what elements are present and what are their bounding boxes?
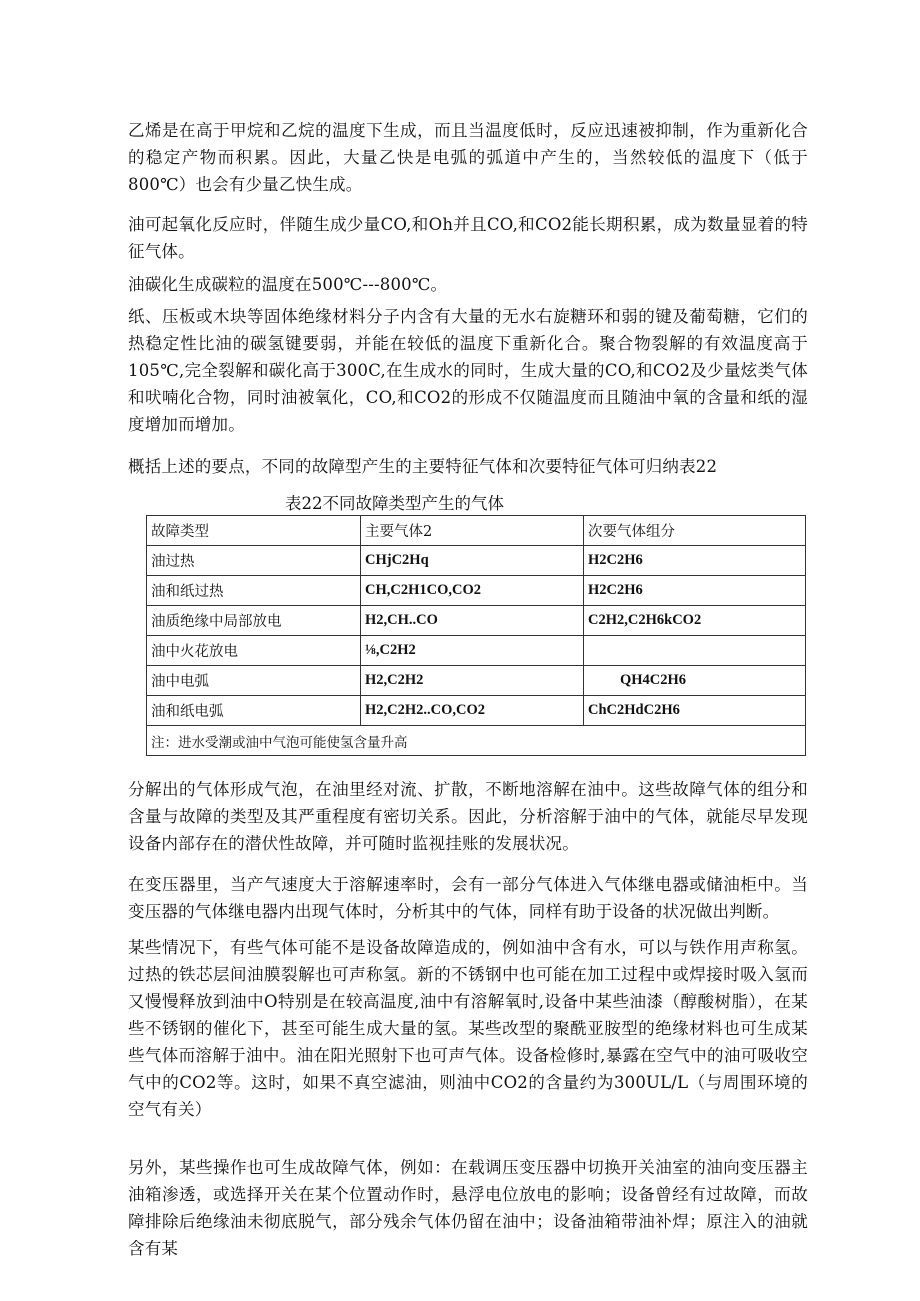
paragraph-gas-relay: 在变压器里，当产气速度大于溶解速率时，会有一部分气体进入气体继电器或储油柜中。当变压器的气体继电器内出现气体时，分析其中的气体，同样有助于设备的状况做出判断。 [128,875,808,921]
main-gas-cell: CH,C2H1CO,CO2 [361,576,584,606]
table-row [147,606,806,636]
gas-table [146,515,806,756]
main-gas-cell: H2,C2H2 [361,666,584,696]
secondary-gas-cell: H2C2H6 [584,546,806,576]
table-row [147,576,806,606]
fault-type-cell: 油中火花放电 [147,636,361,666]
table-row [147,696,806,726]
table-row [147,666,806,696]
fault-type-cell: 油和纸过热 [147,576,361,606]
table-row [147,546,806,576]
main-gas-cell: H2,C2H2..CO,CO2 [361,696,584,726]
table-note-row [147,726,806,756]
table-header-cell: 主要气体2 [361,516,584,546]
secondary-gas-cell: H2C2H6 [584,576,806,606]
paragraph-operations: 另外，某些操作也可生成故障气体，例如：在载调压变压器中切换开关油室的油向变压器主油箱渗透，或选择开关在某个位置动作时，悬浮电位放电的影响；设备曾经有过故障，而故障排除后绝缘油未彻底脱气，部分残余气体仍留在油中；设备油箱带油补焊；原注入的油就含有某 [128,1158,808,1258]
fault-type-cell: 油过热 [147,546,361,576]
table-caption: 表22不同故障类型产生的气体 [285,494,504,513]
paragraph-summary: 概括上述的要点，不同的故障型产生的主要特征气体和次要特征气体可归纳表22 [128,457,718,476]
paragraph-ethylene: 乙烯是在高于甲烷和乙烷的温度下生成，而且当温度低时，反应迅速被抑制，作为重新化合的稳定产物而积累。因此，大量乙快是电弧的弧道中产生的，当然较低的温度下（低于800℃）也会有少量乙快生成。 [128,121,808,194]
fault-type-cell: 油中电弧 [147,666,361,696]
table-header-cell: 故障类型 [147,516,361,546]
paragraph-carbonization: 油碳化生成碳粒的温度在500℃---800℃。 [128,275,448,294]
secondary-gas-cell: C2H2,C2H6kCO2 [584,606,806,636]
table-note: 注：进水受潮或油中气泡可能使氢含量升高 [147,726,806,756]
main-gas-cell: ⅛,C2H2 [361,636,584,666]
paragraph-solid-insulation: 纸、压板或木块等固体绝缘材料分子内含有大量的无水右旋糖环和弱的键及葡萄糖，它们的热稳定性比油的碳氢键要弱，并能在较低的温度下重新化合。聚合物裂解的有效温度高于105℃,完全裂解和碳化高于300C,在生成水的同时，生成大量的CO,和CO2及少量炫类气体和吠喃化合物，同时油被氧化，CO,和CO2的形成不仅随温度而且随油中氧的含量和纸的湿度增加而增加。 [128,307,808,434]
paragraph-gas-dissolution: 分解出的气体形成气泡，在油里经对流、扩散，不断地溶解在油中。这些故障气体的组分和含量与故障的类型及其严重程度有密切关系。因此，分析溶解于油中的气体，就能尽早发现设备内部存在的潜伏性故障，并可随时监视挂账的发展状况。 [128,780,808,853]
fault-type-cell: 油质绝缘中局部放电 [147,606,361,636]
main-gas-cell: H2,CH..CO [361,606,584,636]
table-row [147,636,806,666]
table-header-cell: 次要气体组分 [584,516,806,546]
main-gas-cell: CHjC2Hq [361,546,584,576]
paragraph-oxidation: 油可起氧化反应时，伴随生成少量CO,和Oh并且CO,和CO2能长期积累，成为数量显着的特征气体。 [128,215,808,261]
table-header-row [147,516,806,546]
paragraph-non-fault-gas: 某些情况下，有些气体可能不是设备故障造成的，例如油中含有水，可以与铁作用声称氢。过热的铁芯层间油膜裂解也可声称氢。新的不锈钢中也可能在加工过程中或焊接时吸入氢而又慢慢释放到油中O特别是在较高温度,油中有溶解氧时,设备中某些油漆（醇酸树脂），在某些不锈钢的催化下，甚至可能生成大量的氢。某些改型的聚酰亚胺型的绝缘材料也可生成某些气体而溶解于油中。油在阳光照射下也可声气体。设备检修时,暴露在空气中的油可吸收空气中的CO2等。这时，如果不真空滤油，则油中CO2的含量约为300UL/L（与周围环境的空气有关） [128,938,808,1119]
fault-type-cell: 油和纸电弧 [147,696,361,726]
secondary-gas-cell [584,636,806,666]
secondary-gas-cell: QH4C2H6 [584,666,806,696]
secondary-gas-cell: ChC2HdC2H6 [584,696,806,726]
